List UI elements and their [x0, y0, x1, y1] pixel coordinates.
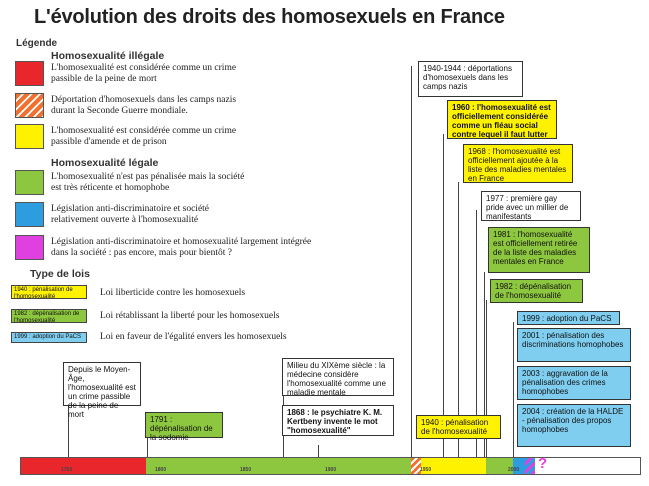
event-1968: 1968 : l'homosexualité est officiellement ajoutée à la liste des maladies mentales en France — [463, 144, 573, 183]
event-xix: Milieu du XIXème siècle : la médecine considère l'homosexualité comme une maladie mentale — [282, 358, 394, 396]
timeline-segment-death — [21, 458, 146, 474]
timeline-segment-reticent — [146, 458, 411, 474]
law-text-equality: Loi en faveur de l'égalité envers les homosexuels — [100, 332, 287, 342]
event-1977: 1977 : première gay pride avec un millier de manifestants — [481, 191, 581, 221]
legend-swatch-green — [15, 170, 44, 195]
legend-text-prison: L'homosexualité est considérée comme un crime passible d'amende et de prison — [51, 126, 237, 147]
legend-swatch-red — [15, 61, 44, 86]
illegal-heading: Homosexualité illégale — [51, 50, 165, 62]
event-1791: 1791 : dépénalisation de la sodomie — [145, 412, 223, 438]
law-text-liberticide: Loi liberticide contre les homosexuels — [100, 288, 246, 298]
timeline-segment-future — [535, 458, 640, 474]
law-sample-equality: 1999 : adoption du PaCS — [11, 332, 87, 343]
event-1940-44: 1940-1944 : déportations d'homosexuels dans les camps nazis — [418, 61, 523, 97]
tick-label: 1750 — [61, 467, 73, 473]
tick-label: 1800 — [155, 467, 167, 473]
event-1981: 1981 : l'homosexualité est officiellement retirée de la liste des maladies mentales en France — [488, 227, 590, 273]
question-mark-icon: ? — [538, 455, 548, 472]
legend-swatch-yellow — [15, 124, 44, 149]
event-2001: 2001 : pénalisation des discriminations homophobes — [517, 328, 631, 362]
legend-text-reticent: L'homosexualité n'est pas pénalisée mais la société est très réticente et homophobe — [51, 172, 245, 193]
event-1960: 1960 : l'homosexualité est officiellement considérée comme un fléau social contre lequel il faut lutter — [447, 100, 557, 139]
event-1999: 1999 : adoption du PaCS — [517, 311, 620, 325]
leader-1960 — [443, 134, 444, 459]
page-title: L'évolution des droits des homosexuels en France — [34, 6, 505, 28]
tick-label: 1900 — [325, 467, 337, 473]
legend-heading: Légende — [16, 38, 58, 49]
tick-label: 1950 — [420, 467, 432, 473]
legend-swatch-hatched — [15, 93, 44, 118]
legend-text-deportation: Déportation d'homosexuels dans les camps nazis durant la Seconde Guerre mondiale. — [51, 95, 237, 116]
legend-text-open: Législation anti-discriminatoire et société relativement ouverte à l'homosexualité — [51, 204, 210, 225]
event-2004: 2004 : création de la HALDE - pénalisation des propos homophobes — [517, 404, 631, 447]
law-sample-liberty: 1982 : dépénalisation de l'homosexualité — [11, 309, 87, 323]
leader-1940 — [411, 437, 412, 459]
tick-label: 1850 — [240, 467, 252, 473]
law-types-heading: Type de lois — [30, 268, 90, 280]
event-moyen-age: Depuis le Moyen-Âge, l'homosexualité est un crime passible de la peine de mort — [63, 362, 141, 406]
legend-text-integrated: Législation anti-discriminatoire et homosexualité largement intégrée dans la société : pas encore, mais pour bientôt ? — [51, 237, 312, 258]
leader-1999 — [513, 322, 514, 459]
legal-heading: Homosexualité légale — [51, 157, 159, 169]
law-text-liberty: Loi rétablissant la liberté pour les homosexuels — [100, 311, 280, 321]
legend-swatch-magenta — [15, 235, 44, 260]
law-sample-liberticide: 1940 : pénalisation de l'homosexualité — [11, 285, 87, 299]
event-2003: 2003 : aggravation de la pénalisation des crimes homophobes — [517, 366, 631, 400]
event-1868: 1868 : le psychiatre K. M. Kertbeny invente le mot "homosexualité" — [282, 405, 394, 436]
legend-swatch-blue — [15, 202, 44, 227]
event-1940: 1940 : pénalisation de l'homosexualité — [416, 415, 501, 439]
tick-label: 2000 — [508, 467, 520, 473]
legend-text-death: L'homosexualité est considérée comme un crime passible de la peine de mort — [51, 63, 237, 84]
event-1982: 1982 : dépénalisation de l'homosexualité — [490, 279, 583, 303]
timeline-segment-transition — [525, 458, 535, 474]
leader-1940-44 — [411, 66, 412, 459]
